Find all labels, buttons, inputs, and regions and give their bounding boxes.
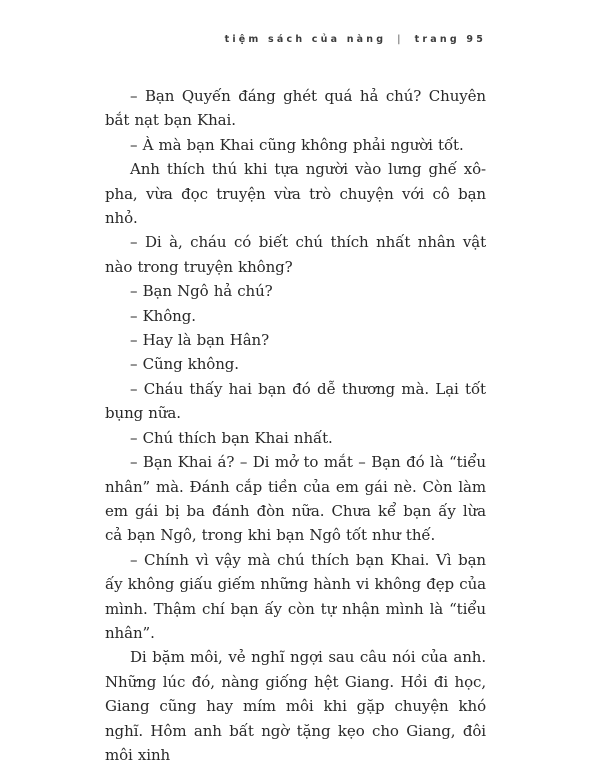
paragraph: – Bạn Quyến đáng ghét quá hả chú? Chuyên bắt nạt bạn Khai. — [105, 87, 486, 130]
paragraph: – Hay là bạn Hân? — [130, 331, 270, 350]
paragraph: – À mà bạn Khai cũng không phải người tốt. — [130, 135, 464, 154]
running-header — [0, 34, 486, 45]
body-text — [105, 84, 486, 767]
paragraph: – Bạn Ngô hả chú? — [130, 282, 273, 301]
paragraph: – Cũng không. — [130, 355, 239, 374]
paragraph: – Bạn Khai á? – Di mở to mắt – Bạn đó là “tiểu nhân” mà. Đánh cắp tiền của em gái nè. Còn làm em gái bị ba đánh đòn nữa. Chưa kể bạn ấy lừa cả bạn Ngô, trong khi bạn Ngô tốt như thế. — [105, 453, 486, 545]
header-separator: | — [397, 34, 404, 45]
paragraph: – Cháu thấy hai bạn đó dễ thương mà. Lại tốt bụng nữa. — [105, 379, 486, 423]
paragraph: – Chính vì vậy mà chú thích bạn Khai. Vì bạn ấy không giấu giếm những hành vi không đẹp của mình. Thậm chí bạn ấy còn tự nhận mình là “tiểu nhân”. — [105, 550, 486, 642]
paragraph: – Di à, cháu có biết chú thích nhất nhân vật nào trong truyện không? — [105, 233, 486, 276]
page-number: trang 95 — [414, 34, 486, 45]
book-title: tiệm sách của nàng — [224, 34, 387, 45]
paragraph: – Chú thích bạn Khai nhất. — [130, 428, 333, 447]
paragraph: – Không. — [130, 306, 196, 325]
paragraph: Anh thích thú khi tựa người vào lưng ghế xô-pha, vừa đọc truyện vừa trò chuyện với cô bạn nhỏ. — [105, 160, 486, 228]
paragraph: Di bặm môi, vẻ nghĩ ngợi sau câu nói của anh. Những lúc đó, nàng giống hệt Giang. Hồi đi học, Giang cũng hay mím môi khi gặp chuyện khó nghĩ. Hôm anh bất ngờ tặng kẹo cho Giang, đôi môi xinh — [105, 648, 486, 764]
